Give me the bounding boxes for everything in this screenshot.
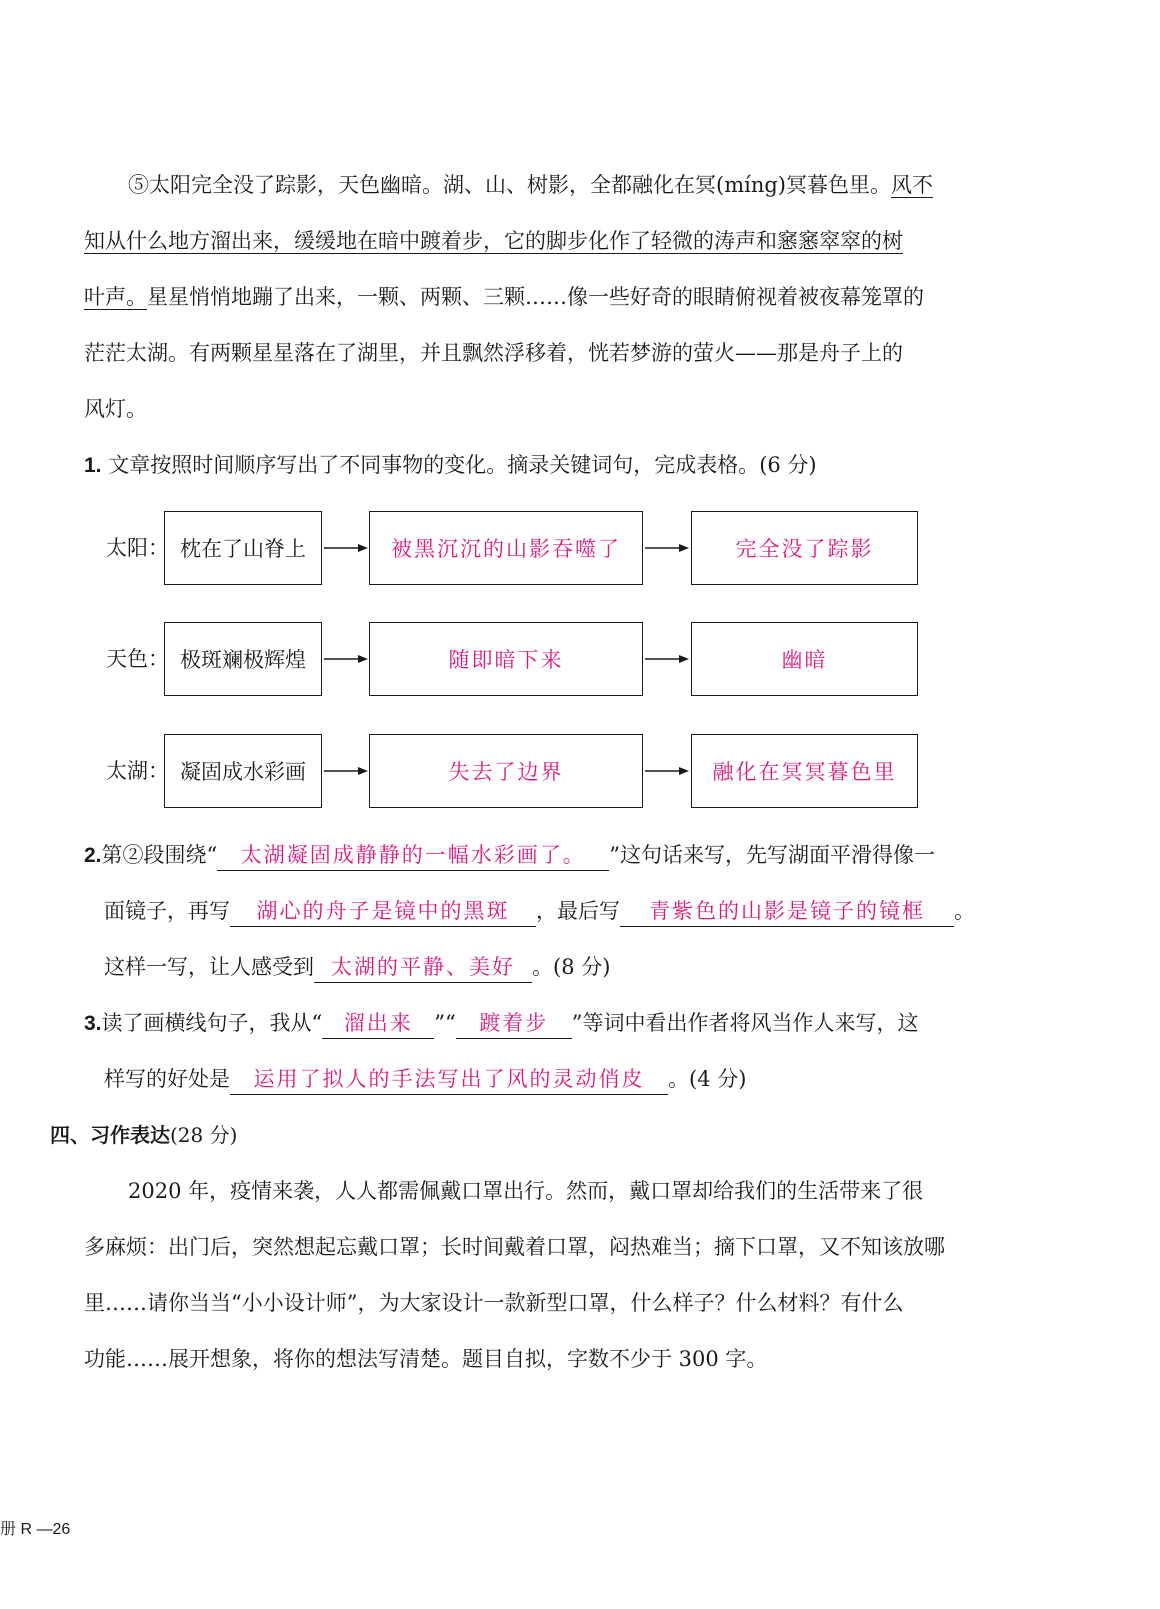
passage-line-1 [128, 170, 1004, 200]
question-text: 样写的好处是 [104, 1067, 230, 1091]
question-text: 读了画横线句子，我从“ [101, 1011, 323, 1035]
arrow-icon [645, 765, 689, 777]
answer-blank-2-1[interactable]: 太湖凝固成静静的一幅水彩画了。 [217, 840, 609, 871]
row-label-sky: 天色： [106, 647, 169, 671]
question-2-line-2 [104, 896, 1024, 927]
underlined-sentence: 风不 [890, 173, 933, 197]
question-text: 。(4 分) [668, 1067, 747, 1091]
passage-line-2 [84, 226, 1004, 256]
passage-text: ⑤太阳完全没了踪影，天色幽暗。湖、山、树影，全都融化在冥(míng)冥暮色里。 [128, 173, 891, 197]
question-text: 第②段围绕“ [101, 843, 218, 867]
page-footer: 册 R —26 [0, 1521, 71, 1538]
arrow-icon [324, 653, 368, 665]
underlined-sentence: 知从什么地方溜出来，缓缓地在暗中踱着步，它的脚步化作了轻微的涛声和窸窸窣窣的树 [84, 229, 903, 253]
question-text: ”“ [434, 1011, 456, 1035]
prompt-line-1: 2020 年，疫情来袭，人人都需佩戴口罩出行。然而，戴口罩却给我们的生活带来了很 [128, 1179, 924, 1203]
question-text: 这样一写，让人感受到 [104, 955, 314, 979]
prompt-line-3: 里……请你当当“小小设计师”，为大家设计一款新型口罩，什么样子？什么材料？有什么 [84, 1291, 904, 1315]
answer-cell-sky-1: 随即暗下来 [369, 622, 643, 696]
arrow-icon [324, 542, 368, 554]
question-text: 。(8 分) [532, 955, 611, 979]
passage-text: 星星悄悄地蹦了出来，一颗、两颗、三颗……像一些好奇的眼睛俯视着被夜幕笼罩的 [147, 285, 924, 309]
question-text: 文章按照时间顺序写出了不同事物的变化。摘录关键词句，完成表格。(6 分) [108, 453, 817, 477]
arrow-icon [645, 653, 689, 665]
question-text: 。 [954, 899, 975, 923]
answer-cell-lake-2: 融化在冥冥暮色里 [691, 734, 918, 808]
answer-cell-lake-1: 失去了边界 [369, 734, 643, 808]
answer-cell-sun-1: 被黑沉沉的山影吞噬了 [369, 511, 643, 585]
question-number: 2. [84, 844, 102, 867]
question-2-line-1 [84, 840, 1004, 871]
passage-line-4: 茫茫太湖。有两颗星星落在了湖里，并且飘然浮移着，恍若梦游的萤火——那是舟子上的 [84, 341, 903, 365]
answer-blank-2-4[interactable]: 太湖的平静、美好 [314, 952, 532, 983]
row-label-sun: 太阳： [106, 536, 169, 560]
prompt-line-2: 多麻烦：出门后，突然想起忘戴口罩；长时间戴着口罩，闷热难当；摘下口罩，又不知该放哪 [84, 1235, 945, 1259]
question-3-line-1 [84, 1008, 1004, 1039]
section-heading [50, 1120, 237, 1151]
arrow-icon [324, 765, 368, 777]
question-text: 面镜子，再写 [104, 899, 230, 923]
question-number: 3. [84, 1012, 102, 1035]
question-text: ”这句话来写，先写湖面平滑得像一 [609, 843, 936, 867]
section-title: 四、习作表达 [50, 1125, 170, 1147]
question-text: ”等词中看出作者将风当作人来写，这 [571, 1011, 919, 1035]
question-3-line-2 [104, 1064, 1024, 1095]
answer-blank-3-1[interactable]: 溜出来 [322, 1008, 434, 1039]
question-1 [84, 450, 1004, 481]
answer-blank-2-3[interactable]: 青紫色的山影是镜子的镜框 [620, 896, 954, 927]
arrow-icon [645, 542, 689, 554]
answer-cell-sky-2: 幽暗 [691, 622, 918, 696]
question-number: 1. [84, 454, 102, 477]
answer-blank-3-2[interactable]: 踱着步 [456, 1008, 572, 1039]
answer-blank-2-2[interactable]: 湖心的舟子是镜中的黑斑 [230, 896, 536, 927]
question-text: ，最后写 [536, 899, 620, 923]
row-label-lake: 太湖： [106, 759, 169, 783]
underlined-sentence: 叶声。 [84, 285, 147, 309]
answer-cell-sun-2: 完全没了踪影 [691, 511, 918, 585]
given-cell-lake: 凝固成水彩画 [164, 734, 322, 808]
given-cell-sky: 极斑斓极辉煌 [164, 622, 322, 696]
prompt-line-4: 功能……展开想象，将你的想法写清楚。题目自拟，字数不少于 300 字。 [84, 1347, 768, 1371]
passage-line-3 [84, 282, 1004, 312]
section-points: (28 分) [170, 1123, 238, 1147]
passage-line-5: 风灯。 [84, 397, 147, 421]
answer-blank-3-3[interactable]: 运用了拟人的手法写出了风的灵动俏皮 [230, 1064, 668, 1095]
question-2-line-3 [104, 952, 1024, 983]
given-cell-sun: 枕在了山脊上 [164, 511, 322, 585]
